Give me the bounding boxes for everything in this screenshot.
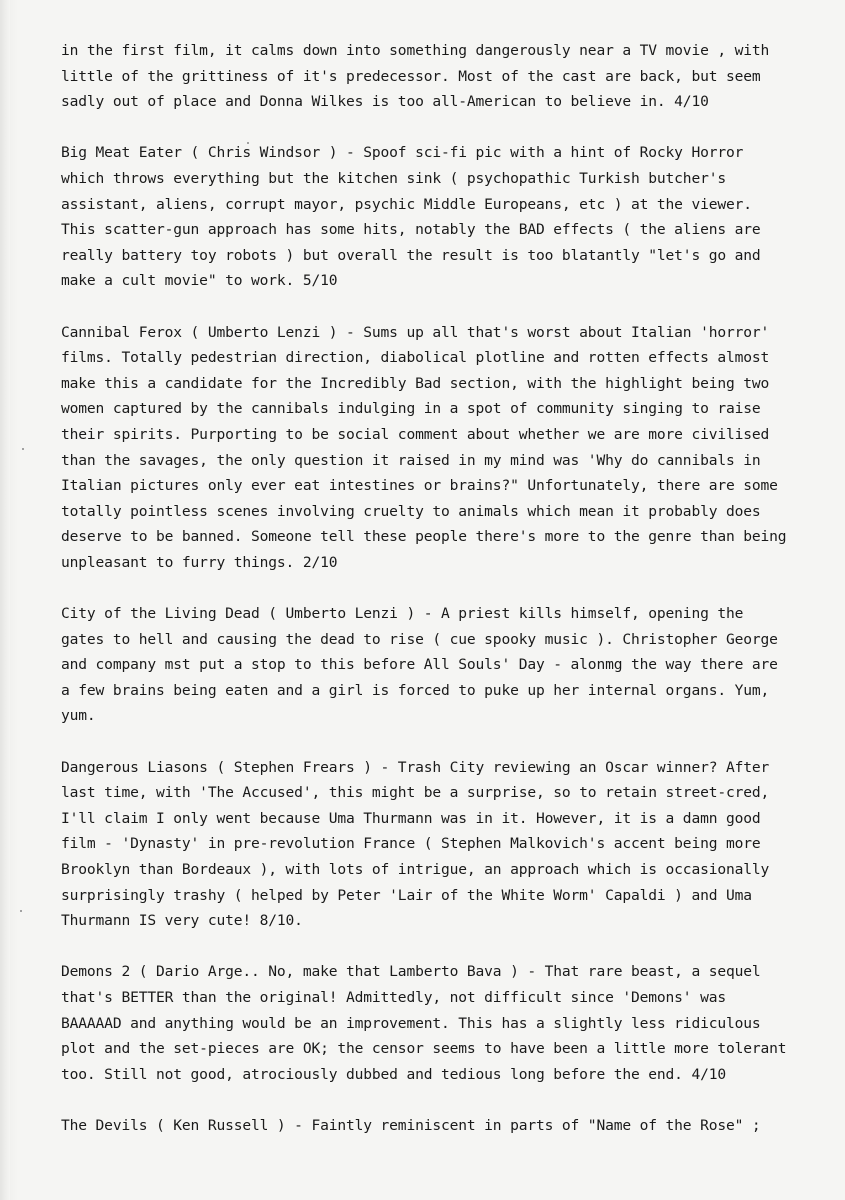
text-line: Demons 2 ( Dario Arge.. No, make that Lamberto Bava ) - That rare beast, a sequel [61, 963, 761, 981]
text-line: yum. [61, 707, 96, 725]
review-the-devils [61, 1113, 811, 1139]
text-line: Dangerous Liasons ( Stephen Frears ) - Trash City reviewing an Oscar winner? After [61, 758, 770, 776]
text-line: and company mst put a stop to this before All Souls' Day - alonmg the way there are [61, 656, 778, 674]
scan-speck [20, 910, 22, 912]
text-line: Big Meat Eater ( Chris Windsor ) - Spoof sci-fi pic with a hint of Rocky Horror [61, 144, 744, 162]
page-edge-shadow [0, 0, 10, 1200]
text-line: a few brains being eaten and a girl is forced to puke up her internal organs. Yum, [61, 681, 770, 699]
text-line: plot and the set-pieces are OK; the censor seems to have been a little more tolerant [61, 1040, 787, 1058]
text-line: BAAAAAD and anything would be an improvement. This has a slightly less ridiculous [61, 1014, 761, 1032]
text-line: film - 'Dynasty' in pre-revolution France ( Stephen Malkovich's accent being more [61, 835, 761, 853]
review-paragraph-continuation [61, 38, 811, 115]
review-dangerous-liasons [61, 755, 811, 934]
text-line: really battery toy robots ) but overall the result is too blatantly "let's go and [61, 246, 761, 264]
text-line: Thurmann IS very cute! 8/10. [61, 912, 303, 930]
review-demons-2 [61, 959, 811, 1087]
text-line: little of the grittiness of it's predecessor. Most of the cast are back, but seem [61, 67, 761, 85]
scan-speck [22, 448, 24, 450]
text-line: their spirits. Purporting to be social comment about whether we are more civilised [61, 425, 770, 443]
text-line: make a cult movie" to work. 5/10 [61, 272, 338, 290]
text-line: Brooklyn than Bordeaux ), with lots of intrigue, an approach which is occasionally [61, 861, 770, 878]
text-line: Italian pictures only ever eat intestines or brains?" Unfortunately, there are some [61, 477, 778, 495]
text-line: films. Totally pedestrian direction, diabolical plotline and rotten effects almost [61, 349, 770, 367]
review-big-meat-eater [61, 140, 811, 294]
text-line: sadly out of place and Donna Wilkes is too all-American to believe in. 4/10 [61, 93, 709, 111]
review-city-of-the-living-dead [61, 601, 811, 729]
text-line: The Devils ( Ken Russell ) - Faintly reminiscent in parts of "Name of the Rose" ; [61, 1116, 761, 1134]
text-line: which throws everything but the kitchen sink ( psychopathic Turkish butcher's [61, 169, 726, 187]
text-line: surprisingly trashy ( helped by Peter 'Lair of the White Worm' Capaldi ) and Uma [61, 886, 752, 904]
text-line: than the savages, the only question it raised in my mind was 'Why do cannibals in [61, 451, 761, 469]
text-line: City of the Living Dead ( Umberto Lenzi ) - A priest kills himself, opening the [61, 605, 744, 623]
scan-speck [247, 142, 249, 144]
text-line: last time, with 'The Accused', this might be a surprise, so to retain street-cred, [61, 784, 770, 802]
text-line: unpleasant to furry things. 2/10 [61, 553, 338, 571]
review-column [61, 38, 811, 1164]
text-line: I'll claim I only went because Uma Thurmann was in it. However, it is a damn good [61, 809, 761, 827]
text-line: women captured by the cannibals indulging in a spot of community singing to raise [61, 400, 761, 418]
text-line: make this a candidate for the Incredibly Bad section, with the highlight being two [61, 374, 770, 392]
text-line: assistant, aliens, corrupt mayor, psychic Middle Europeans, etc ) at the viewer. [61, 195, 752, 213]
text-line: totally pointless scenes involving cruelty to animals which mean it probably does [61, 502, 761, 520]
text-line: too. Still not good, atrociously dubbed and tedious long before the end. 4/10 [61, 1065, 726, 1083]
text-line: Cannibal Ferox ( Umberto Lenzi ) - Sums up all that's worst about Italian 'horror' [61, 323, 770, 341]
text-line: gates to hell and causing the dead to rise ( cue spooky music ). Christopher George [61, 630, 778, 648]
text-line: This scatter-gun approach has some hits, notably the BAD effects ( the aliens are [61, 221, 761, 239]
text-line: that's BETTER than the original! Admittedly, not difficult since 'Demons' was [61, 988, 726, 1006]
text-line: in the first film, it calms down into something dangerously near a TV movie , with [61, 42, 770, 59]
text-line: deserve to be banned. Someone tell these people there's more to the genre than being [61, 528, 787, 546]
review-cannibal-ferox [61, 320, 811, 576]
